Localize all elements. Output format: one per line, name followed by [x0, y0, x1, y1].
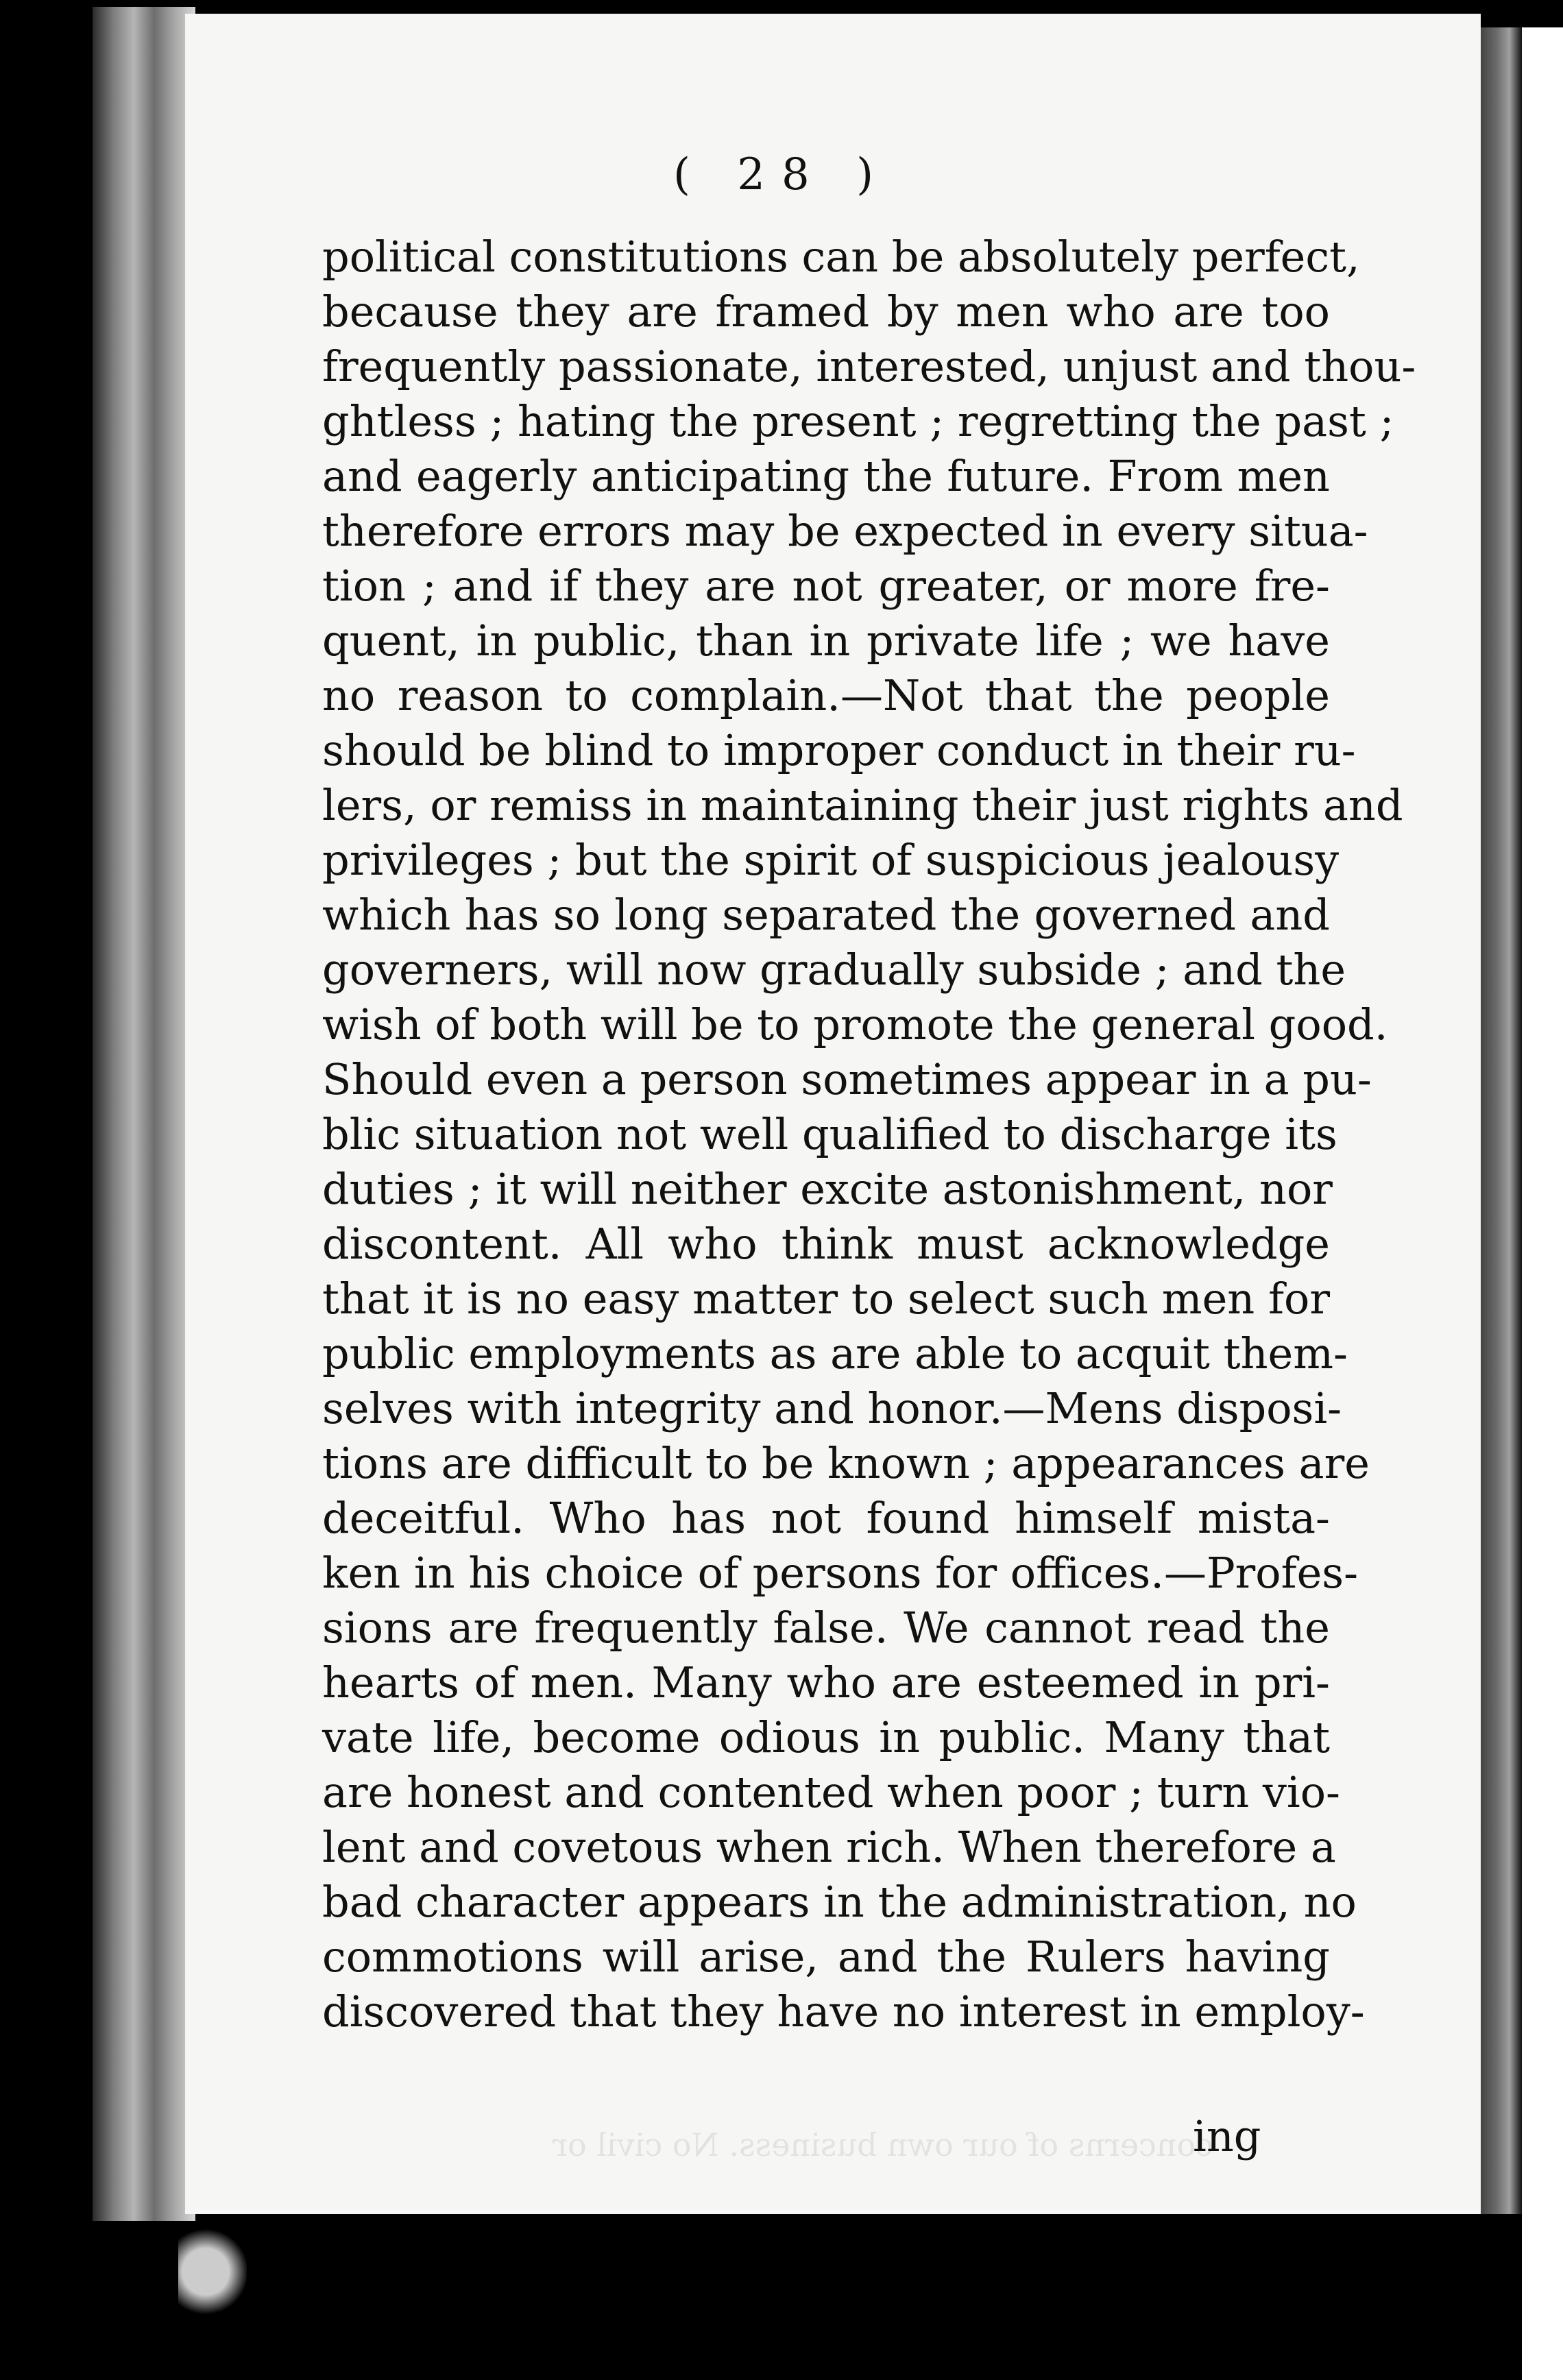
text-line: no reason to complain.—Not that the people	[322, 670, 1330, 720]
text-line: privileges ; but the spirit of suspicious jealousy	[322, 835, 1340, 885]
text-line: tions are difficult to be known ; appearances are	[322, 1438, 1370, 1488]
text-line: therefore errors may be expected in every situa-	[322, 506, 1368, 556]
text-line: lent and covetous when rich. When therefore a	[322, 1822, 1336, 1872]
text-line: which has so long separated the governed and	[322, 890, 1330, 940]
text-line: blic situation not well qualified to discharge its	[322, 1109, 1337, 1159]
scan-border	[1522, 27, 1563, 2380]
text-line: Should even a person sometimes appear in a pu-	[322, 1054, 1372, 1104]
text-line: selves with integrity and honor.—Mens disposi-	[322, 1383, 1342, 1433]
text-line: wish of both will be to promote the general good.	[322, 999, 1388, 1049]
scan-speck	[178, 2228, 247, 2338]
page-stack-edge	[93, 7, 195, 2221]
text-line: ghtless ; hating the present ; regretting the past ;	[322, 396, 1394, 446]
text-line: political constitutions can be absolutely perfect,	[322, 232, 1360, 282]
page-body-text	[322, 230, 1416, 2039]
text-line: that it is no easy matter to select such men for	[322, 1274, 1330, 1324]
text-line: discovered that they have no interest in employ-	[322, 1987, 1365, 2037]
text-line: are honest and contented when poor ; turn vio-	[322, 1767, 1341, 1817]
text-line: ken in his choice of persons for offices.—Profes-	[322, 1548, 1359, 1598]
text-line: and eagerly anticipating the future. From men	[322, 451, 1330, 501]
text-line: governers, will now gradually subside ; and the	[322, 945, 1346, 995]
text-line: quent, in public, than in private life ; we have	[322, 616, 1330, 666]
text-line: discontent. All who think must acknowledge	[322, 1219, 1330, 1269]
text-line: sions are frequently false. We cannot read the	[322, 1603, 1330, 1653]
text-line: should be blind to improper conduct in their ru-	[322, 725, 1356, 775]
text-line: because they are framed by men who are too	[322, 287, 1330, 337]
text-line: commotions will arise, and the Rulers having	[322, 1932, 1330, 1982]
text-line: frequently passionate, interested, unjust and thou-	[322, 341, 1416, 391]
text-line: bad character appears in the administration, no	[322, 1877, 1357, 1927]
page-number: ( 28 )	[673, 149, 890, 200]
bleed-through-text: concerns of our own business. No civil or	[553, 2126, 1213, 2163]
text-line: public employments as are able to acquit them-	[322, 1328, 1348, 1379]
text-line: hearts of men. Many who are esteemed in pri-	[322, 1657, 1330, 1708]
text-line: tion ; and if they are not greater, or more fre-	[322, 561, 1330, 611]
binding-shadow	[1481, 27, 1522, 2214]
text-line: vate life, become odious in public. Many that	[322, 1712, 1330, 1762]
text-line: deceitful. Who has not found himself mista-	[322, 1493, 1330, 1543]
catchword: ing	[1193, 2111, 1261, 2161]
text-line: duties ; it will neither excite astonishment, nor	[322, 1164, 1333, 1214]
text-line: lers, or remiss in maintaining their just rights and	[322, 780, 1403, 830]
